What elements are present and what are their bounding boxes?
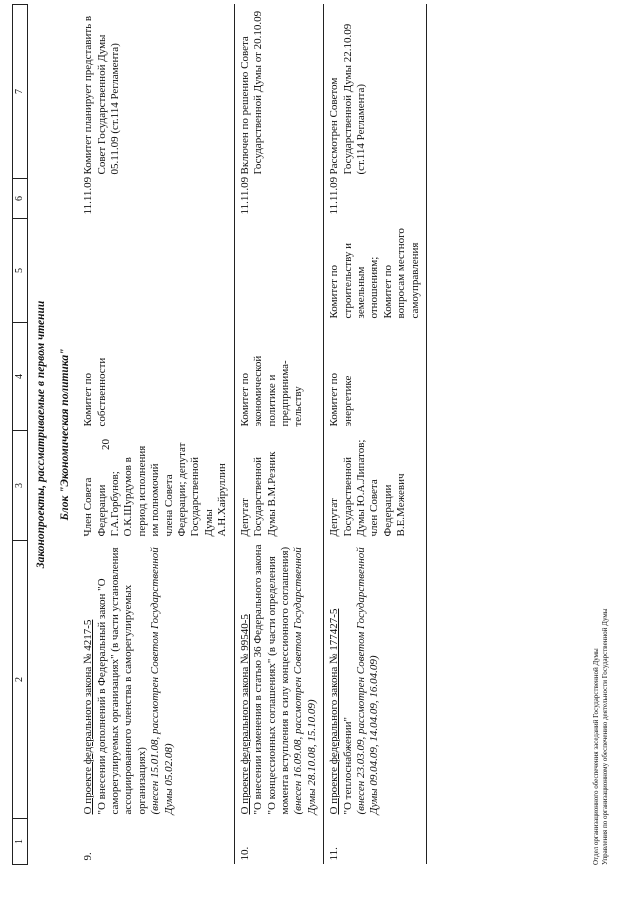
committee-cell: Комитет по собственности [78, 323, 234, 431]
bill-note: (внесен 16.09.08, рассмотрен Советом Государственной Думы 28.10.08, 15.10.09) [292, 547, 318, 815]
bill-description: "О внесении изменения в статью 36 Федерального закона "О концессионных соглашениях" (в части определения момента вступления в силу концессионного соглашения) [252, 544, 291, 815]
table-row [324, 5, 427, 865]
column-header: 6 [13, 179, 28, 219]
row-number: 11. [324, 819, 427, 865]
bill-title: О проекте федерального закона № 99540-5 [238, 614, 251, 815]
footer-line: Управления по организационному обеспечению деятельности Государственной Думы [600, 608, 609, 865]
block-title: Блок "Экономическая политика" [59, 348, 72, 521]
bill-description: "О внесении дополнений в Федеральный закон "О саморегулируемых организациях" (в части установления ассоциированного членства в саморегулируемых организациях) [95, 547, 148, 815]
page-number: 20 [100, 439, 112, 450]
bill-description: "О теплоснабжении" [341, 717, 354, 815]
row-number: 10. [234, 819, 323, 865]
status-cell: Включен по решению Совета Государственной Думы от 20.10.09 [234, 5, 323, 179]
bill-title: О проекте федерального закона № 4217-5 [82, 619, 95, 815]
table-row [78, 5, 234, 865]
date-cell: 11.11.09 [78, 179, 234, 219]
co-committee-cell: Комитет по строительству и земельным отношениям; Комитет по вопросам местного самоуправления [324, 219, 427, 323]
column-header: 4 [13, 323, 28, 431]
table-row [234, 5, 323, 865]
author-cell: Депутат Государственной Думы Ю.А.Липатов; член Совета Федерации В.Е.Межевич [324, 431, 427, 541]
status-cell: Комитет планирует представить в Совет Государственной Думы 05.11.09 (ст.114 Регламента) [78, 5, 234, 179]
bill-note: (внесен 23.03.09, рассмотрен Советом Государственной Думы 09.04.09, 14.04.09, 16.04.09) [354, 547, 381, 815]
committee-cell: Комитет по экономической политике и предпринима-тельству [234, 323, 323, 431]
column-header: 3 [13, 431, 28, 541]
author-cell: Член Совета Федерации Г.А.Горбунов; О.К.Шурдумов в период исполнения им полномочий члена Совета Федерации; депутат Государственной Думы А.Н.Хайруллин [78, 431, 234, 541]
column-header: 7 [13, 5, 28, 179]
co-committee-cell [234, 219, 323, 323]
column-header: 2 [13, 541, 28, 819]
committee-cell: Комитет по энергетике [324, 323, 427, 431]
author-cell: Депутат Государственной Думы В.М.Резник [234, 431, 323, 541]
date-cell: 11.11.09 [234, 179, 323, 219]
co-committee-cell [78, 219, 234, 323]
column-header: 1 [13, 819, 28, 865]
date-cell: 11.11.09 [324, 179, 427, 219]
bill-cell [234, 541, 323, 819]
column-header: 5 [13, 219, 28, 323]
bills-table [12, 4, 427, 865]
bill-cell [324, 541, 427, 819]
bill-title: О проекте федерального закона № 177427-5 [328, 608, 341, 815]
bill-note: (внесен 15.01.08, рассмотрен Советом Государственной Думы 05.02.08) [149, 547, 175, 815]
block-title-row [52, 5, 78, 865]
bill-cell [78, 541, 234, 819]
row-number: 9. [78, 819, 234, 865]
section-title: Законопроекты, рассматриваемые в первом чтении [35, 300, 48, 569]
section-title-row [28, 5, 53, 865]
column-header-row [13, 5, 28, 865]
status-cell: Рассмотрен Советом Государственной Думы 22.10.09 (ст.114 Регламента) [324, 5, 427, 179]
footer [592, 609, 610, 865]
footer-line: Отдел организационного обеспечения заседаний Государственной Думы [592, 648, 600, 865]
